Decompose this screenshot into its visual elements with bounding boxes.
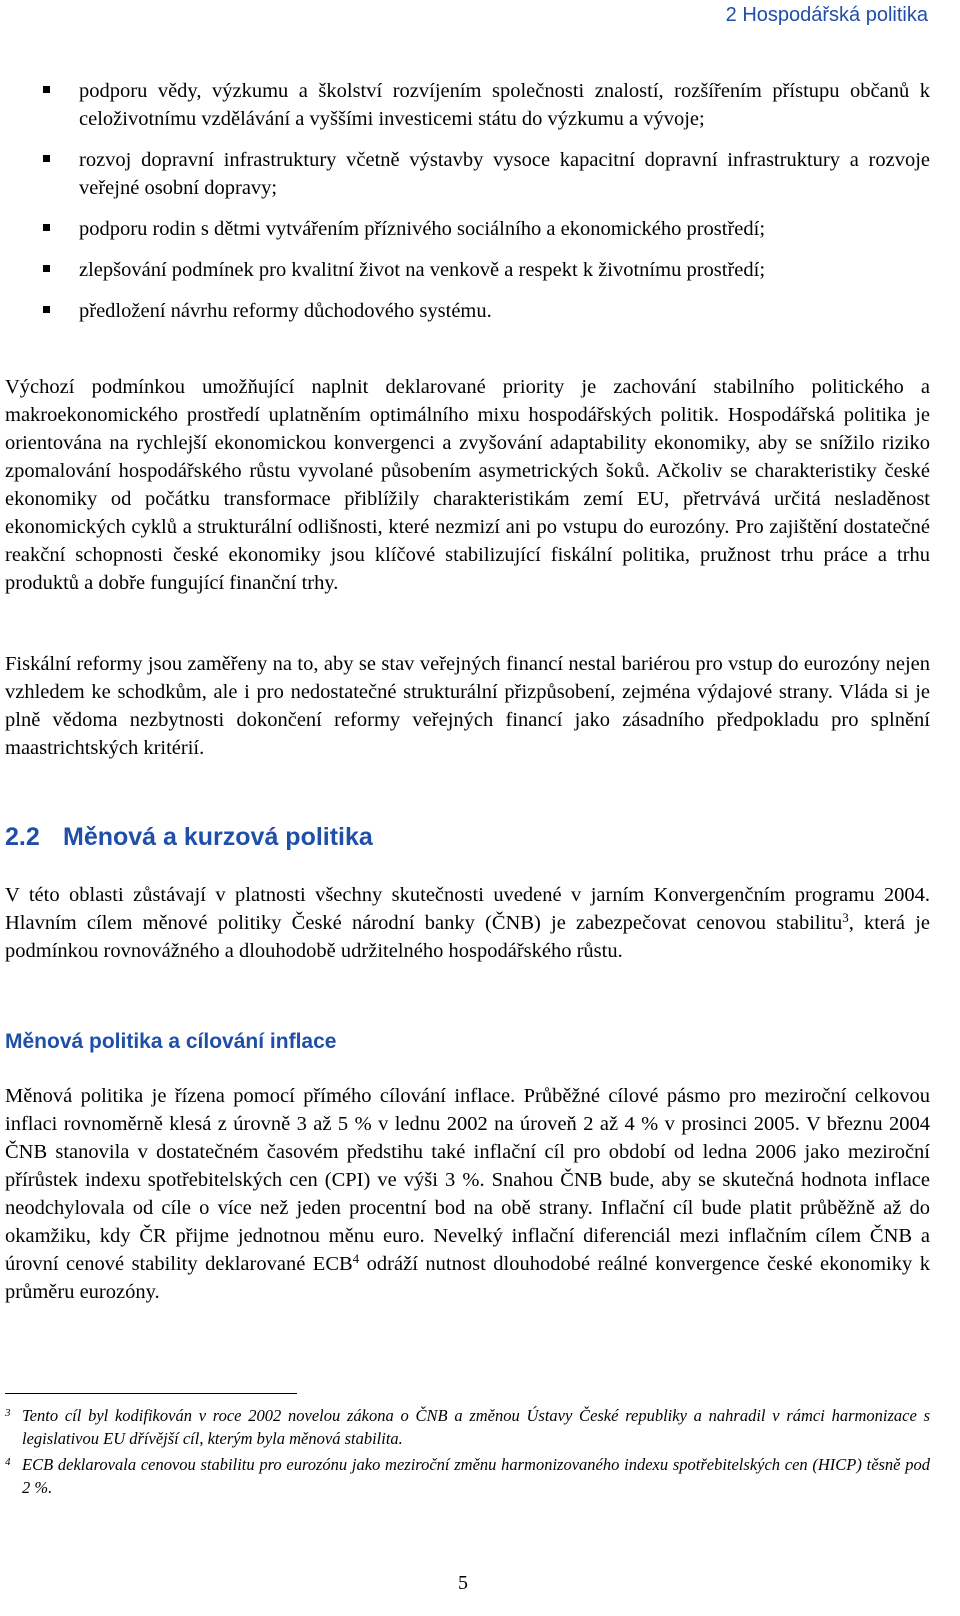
list-item-text: rozvoj dopravní infrastruktury včetně výstavby vysoce kapacitní dopravní infrastruktury a rozvoje veřejné osobní dopravy;	[79, 149, 930, 199]
footnotes	[5, 1404, 930, 1502]
square-bullet-icon	[43, 306, 50, 313]
paragraph-economic-policy: Výchozí podmínkou umožňující naplnit deklarované priority je zachování stabilního politického a makroekonomického prostředí uplatněním optimálního mixu hospodářských politik. Hospodářská politika je orientována na rychlejší ekonomickou konvergenci a zvyšování adaptability ekonomiky, aby se snížilo riziko zpomalování hospodářského růstu vyvolané působením asymetrických šoků. Ačkoliv se charakteristiky české ekonomiky od počátku transformace přiblížily charakteristikám zemí EU, přetrvává určitá nesladěnost ekonomických cyklů a strukturální odlišnosti, které nezmizí ani po vstupu do eurozóny. Pro zajištění dostatečné reakční schopnosti české ekonomiky jsou klíčové stabilizující fiskální politika, pružnost trhu práce a trhu produktů a dobře fungující finanční trhy.	[5, 376, 930, 594]
paragraph-fiscal-reforms: Fiskální reformy jsou zaměřeny na to, aby se stav veřejných financí nestal bariérou pro vstup do eurozóny nejen vzhledem ke schodkům, ale i pro nedostatečné strukturální přizpůsobení, zejména výdajové strany. Vláda si je plně vědoma nezbytnosti dokončení reformy veřejných financí jako zásadního předpokladu pro splnění maastrichtských kritérií.	[5, 653, 930, 759]
paragraph-text: odráží nutnost dlouhodobé reálné konvergence české ekonomiky k průměru eurozóny.	[5, 1253, 930, 1303]
section-number: 2.2	[5, 823, 40, 851]
paragraph-text: Měnová politika je řízena pomocí přímého cílování inflace. Průběžné cílové pásmo pro meziroční celkovou inflaci rovnoměrně klesá z úrovně 3 až 5 % v lednu 2002 na úroveň 2 až 4 % v prosinci 2005. V březnu 2004 ČNB stanovila v dostatečném časovém předstihu také inflační cíl pro období od ledna 2006 jako meziroční přírůstek indexu spotřebitelských cen (CPI) ve výši 3 %. Snahou ČNB bude, aby se skutečná hodnota inflace neodchylovala od cíle o více než jeden procentní bod na obě strany. Inflační cíl bude platit průběžně až do okamžiku, kdy ČR přijme jednotnou měnu euro. Nevelký inflační diferenciál mezi inflačním cílem ČNB a úrovní cenové stability deklarované ECB	[5, 1085, 930, 1275]
priority-list	[42, 77, 930, 338]
paragraph-text: V této oblasti zůstávají v platnosti všechny skutečnosti uvedené v jarním Konvergenčním programu 2004. Hlavním cílem měnové politiky České národní banky (ČNB) je zabezpečovat cenovou stabilitu	[5, 884, 930, 934]
footnote-text: Tento cíl byl kodifikován v roce 2002 novelou zákona o ČNB a změnou Ústavy České republiky a nahradil v rámci harmonizace s legislativou EU dřívější cíl, kterým byla měnová stabilita.	[22, 1406, 930, 1448]
section-heading	[5, 823, 373, 852]
square-bullet-icon	[43, 224, 50, 231]
square-bullet-icon	[43, 86, 50, 93]
footnote-number: 3	[5, 1407, 11, 1419]
footnote-divider	[5, 1393, 297, 1394]
running-header: 2 Hospodářská politika	[725, 4, 928, 26]
section-title: Měnová a kurzová politika	[63, 823, 373, 851]
list-item-text: podporu vědy, výzkumu a školství rozvíjením společnosti znalostí, rozšířením přístupu občanů k celoživotnímu vzdělávání a vyššími investicemi státu do výzkumu a vývoje;	[79, 80, 930, 130]
list-item	[42, 77, 930, 133]
paragraph-inflation-targeting	[5, 1082, 930, 1306]
list-item	[42, 215, 930, 243]
paragraph-text: , která je podmínkou rovnovážného a dlouhodobě udržitelného hospodářského růstu.	[5, 912, 931, 962]
square-bullet-icon	[43, 265, 50, 272]
paragraph-monetary-intro	[5, 881, 930, 965]
list-item-text: předložení návrhu reformy důchodového systému.	[79, 300, 492, 322]
footnote-ref[interactable]: 4	[352, 1251, 360, 1266]
footnote-number: 4	[5, 1456, 11, 1468]
list-item	[42, 297, 930, 325]
list-item	[42, 146, 930, 202]
list-item	[42, 256, 930, 284]
page-number: 5	[458, 1572, 468, 1594]
footnote-text: ECB deklarovala cenovou stabilitu pro eurozónu jako meziroční změnu harmonizovaného indexu spotřebitelských cen (HICP) těsně pod 2 %.	[22, 1455, 930, 1497]
footnote	[5, 1404, 930, 1450]
footnote-ref[interactable]: 3	[842, 910, 849, 925]
subsection-heading: Měnová politika a cílování inflace	[5, 1030, 337, 1053]
list-item-text: zlepšování podmínek pro kvalitní život na venkově a respekt k životnímu prostředí;	[79, 259, 766, 281]
list-item-text: podporu rodin s dětmi vytvářením příznivého sociálního a ekonomického prostředí;	[79, 218, 766, 240]
square-bullet-icon	[43, 155, 50, 162]
footnote	[5, 1453, 930, 1499]
